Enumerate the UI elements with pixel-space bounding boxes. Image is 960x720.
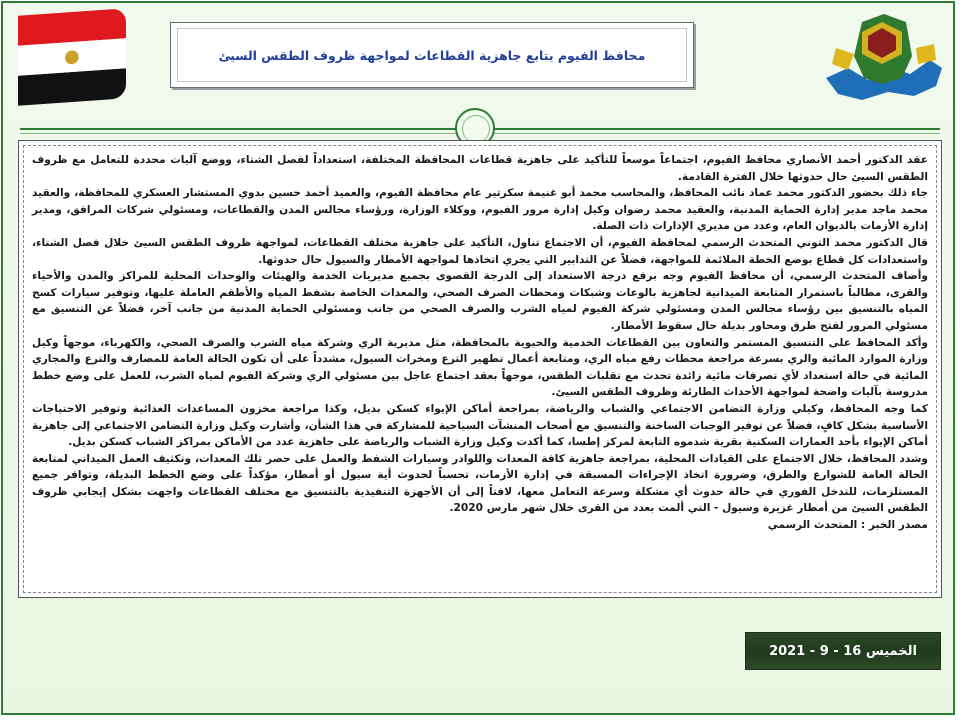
article-paragraph: وأضاف المتحدث الرسمي، أن محافظ الفيوم وجه برفع درجة الاستعداد إلى الدرجة القصوى بجميع مديريات الخدمة والهيئات والوحدات المحلية للمراكز والمدن والأحياء والقرى، مطالباً باستمرار المتابعة الميدانية لجاهزية بالوعات وشبكات ومحطات الصرف الصحي، والمعدات الخاصة بشفط المياه والأطقم العاملة عليها، وتوفير سيارات كسح المياه بالتنسيق بين رؤساء مجالس المدن ومسئولي شركة الفيوم لمياه الشرب والصرف الصحي من جانب ومسئولي الحماية المدنية من جانب آخر، فضلاً عن التنسيق مع مسئولي المرور لفتح طرق ومحاور بديلة حال سقوط الأمطار. xyxy=(32,270,928,332)
article-paragraph: عقد الدكتور أحمد الأنصاري محافظ الفيوم، اجتماعاً موسعاً للتأكيد على جاهزية قطاعات المحافظة المختلفة، استعداداً لفصل الشتاء، ووضع آليات محددة للتعامل مع ظروف الطقس السيئ حال حدوثها خلال الفترة القادمة. xyxy=(32,154,928,183)
title-inner-frame xyxy=(177,28,687,82)
fayoum-governorate-logo xyxy=(818,8,948,108)
article-body xyxy=(32,152,928,534)
page-title: محافظ الفيوم يتابع جاهزية القطاعات لمواجهة ظروف الطقس السيئ xyxy=(218,47,646,63)
article-paragraph: جاء ذلك بحضور الدكتور محمد عماد نائب المحافظ، والمحاسب محمد أبو غنيمة سكرتير عام محافظة الفيوم، والعميد أحمد حسين بدوي المستشار العسكري للمحافظة، والعقيد محمد ماجد مدير إدارة الحماية المدنية، والعقيد محمد رضوان وكيل إدارة مرور الفيوم، ووكلاء الوزارة، ورؤساء مجالس المدن والقطاعات، ومسئولي شركات المرافق، ومدير إدارة الأزمات بالديوان العام، وعدد من مديري الإدارات ذات الصلة. xyxy=(32,187,928,233)
article-inner-frame xyxy=(23,145,937,593)
date-badge xyxy=(745,632,941,670)
article-source: مصدر الخبر : المتحدث الرسمي xyxy=(767,519,928,532)
article-paragraph: وأكد المحافظ على التنسيق المستمر والتعاون بين القطاعات الخدمية والحيوية بالمحافظة، مثل مديرية الري وشركة مياه الشرب والصرف الصحي، والكهرباء، موجهاً وكيل وزارة الموارد المائية والري بسرعة مراجعة محطات رفع مياه الري، ومتابعة أعمال تطهير الترع ومخرات السيول، مشدداً على أن تكون الحالة العامة للمصارف والترع والمجاري المائية في حالة استعداد لأي تصرفات مائية زائدة تحدث مع تقلبات الطقس، موجهاً بعقد اجتماع عاجل بين مسئولي الري وشركة الفيوم لمياه الشرب، للعمل على وضع خطط مدروسة بآليات واضحة لمواجهة الأحداث الطارئة وظروف الطقس السيئ. xyxy=(32,336,928,399)
article-box xyxy=(18,140,942,598)
egypt-flag-icon: ● xyxy=(18,8,126,106)
article-paragraph: وشدد المحافظ، خلال الاجتماع على القيادات المحلية، بمراجعة جاهزية كافة المعدات واللوادر وسيارات الشفط والعمل على حصر تلك المعدات، وتكثيف العمل الميداني لمتابعة الحالة العامة للشوارع والطرق، وضرورة اتخاذ الإجراءات المسبقة في إدارة الأزمات، تحسباً لحدوث أية سيول أو أمطار، مؤكداً على وضع الخطط البديلة، وتوافر جميع المستلزمات، للتدخل الفوري في حالة حدوث أي مشكلة وسرعة التعامل معها، لافتاً إلى أن الأجهزة التنفيذية بالتنسيق مع مختلف القطاعات واجهت بشكل إيجابي ظروف الطقس السيئ من أمطار غزيرة وسيول - التي ألمت بعدد من القرى خلال شهر مارس 2020. xyxy=(32,452,928,515)
date-text: الخميس 16 - 9 - 2021 xyxy=(769,643,917,659)
article-paragraph: قال الدكتور محمد التوني المتحدث الرسمي لمحافظة الفيوم، أن الاجتماع تناول، التأكيد على جاهزية مختلف القطاعات، لمواجهة ظروف الطقس السيئ خلال فصل الشتاء، واستعدادات كل قطاع بوضع الخطة الملائمة للمواجهة، فضلاً عن التدابير التي يجري اتخاذها لمواجهة الأمطار والسيول حال حدوثها. xyxy=(32,236,928,266)
title-box xyxy=(170,22,694,88)
article-paragraph: كما وجه المحافظ، وكيلي وزارة التضامن الاجتماعي والشباب والرياضة، بمراجعة أماكن الإيواء كسكن بديل، وكذا مراجعة مخزون المساعدات الغذائية وتوفير الاحتياجات الأساسية بشكل كافٍ، فضلاً عن توفير الوجبات الساخنة والتنسيق مع أصحاب المنشآت السياحية للمشاركة في هذا الشأن، وأشارت وكيل وزارة التضامن الاجتماعي إلى جاهزية أماكن الإيواء بأحد العمارات السكنية بقرية شدموه التابعة لمركز إطسا، كما أكدت وكيل وزارة الشباب والرياضة على جاهزية عدد من الأماكن بمراكز الشباب كسكن بديل. xyxy=(32,402,928,449)
